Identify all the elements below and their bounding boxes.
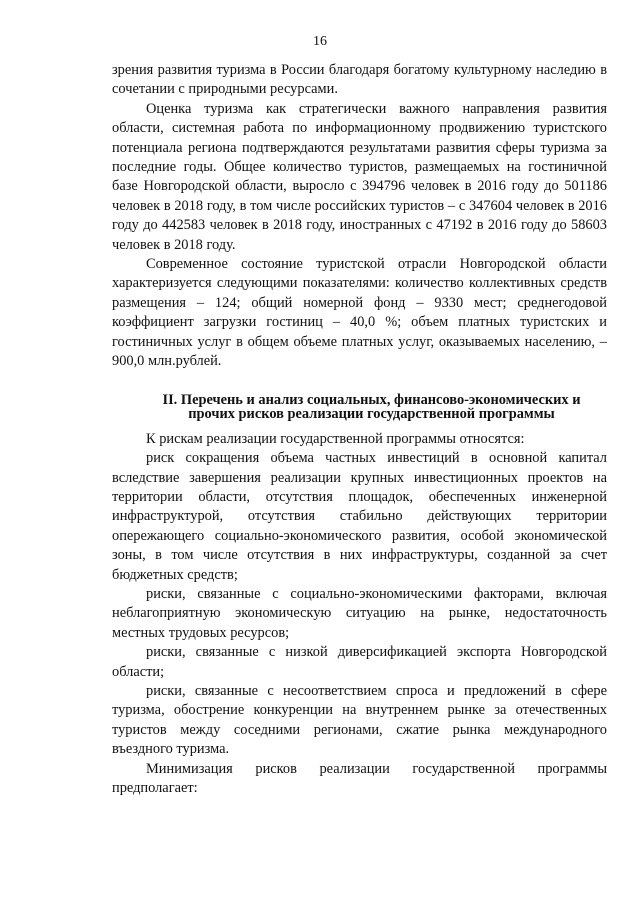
paragraph-minimization: Минимизация рисков реализации государственной программы предполагает: [112, 760, 607, 796]
section-heading [112, 393, 607, 422]
risk-item-tourism-demand: риски, связанные с несоответствием спроса и предложений в сфере туризма, обострение конкуренции на внутреннем рынке за отечественных туристов между соседними регионами, сжатие рынка международного въездного туризма. [112, 682, 607, 758]
paragraph-continuation: зрения развития туризма в России благодаря богатому культурному наследию в сочетании с природными ресурсами. [112, 62, 607, 98]
section-heading-line1: II. Перечень и анализ социальных, финансово-экономических и [162, 391, 581, 408]
risk-item-socioeconomic: риски, связанные с социально-экономическими факторами, включая неблагоприятную экономическую ситуацию на рынке, недостаточность местных трудовых ресурсов; [112, 585, 607, 641]
document-body [112, 61, 607, 798]
risks-intro: К рискам реализации государственной программы относятся: [146, 430, 525, 447]
risk-item-investment: риск сокращения объема частных инвестиций в основной капитал вследствие завершения реализации крупных инвестиционных проектов на территории области, отсутствия площадок, обеспеченных инженерной инфраструктурой, отсутствия стабильно действующих территории опережающего социально-экономического развития, особой экономической зоны, в том числе отсутствия в них инфраструктуры, созданной за счет бюджетных средств; [112, 450, 607, 583]
paragraph-tourism-assessment: Оценка туризма как стратегически важного направления развития области, системная работа по информационному продвижению туристского потенциала региона подтверждаются результатами развития сферы туризма за последние годы. Общее количество туристов, размещаемых на гостиничной базе Новгородской области, выросло с 394796 человек в 2016 году до 501186 человек в 2018 году, в том числе российских туристов – с 347604 человек в 2016 году до 442583 человек в 2018 году, иностранных с 47192 в 2016 году до 58603 человек в 2018 году. [112, 100, 607, 253]
risk-item-export: риски, связанные с низкой диверсификацией экспорта Новгородской области; [112, 644, 607, 680]
paragraph-tourism-state: Современное состояние туристской отрасли Новгородской области характеризуется следующими показателями: количество коллективных средств размещения – 124; общий номерной фонд – 9330 мест; среднегодовой коэффициент загрузки гостиниц – 40,0 %; объем платных туристских и гостиничных услуг в общем объеме платных услуг, оказываемых населению, – 900,0 млн.рублей. [112, 256, 607, 370]
section-heading-line2: прочих рисков реализации государственной программы [188, 406, 555, 423]
page-number: 16 [313, 34, 327, 49]
